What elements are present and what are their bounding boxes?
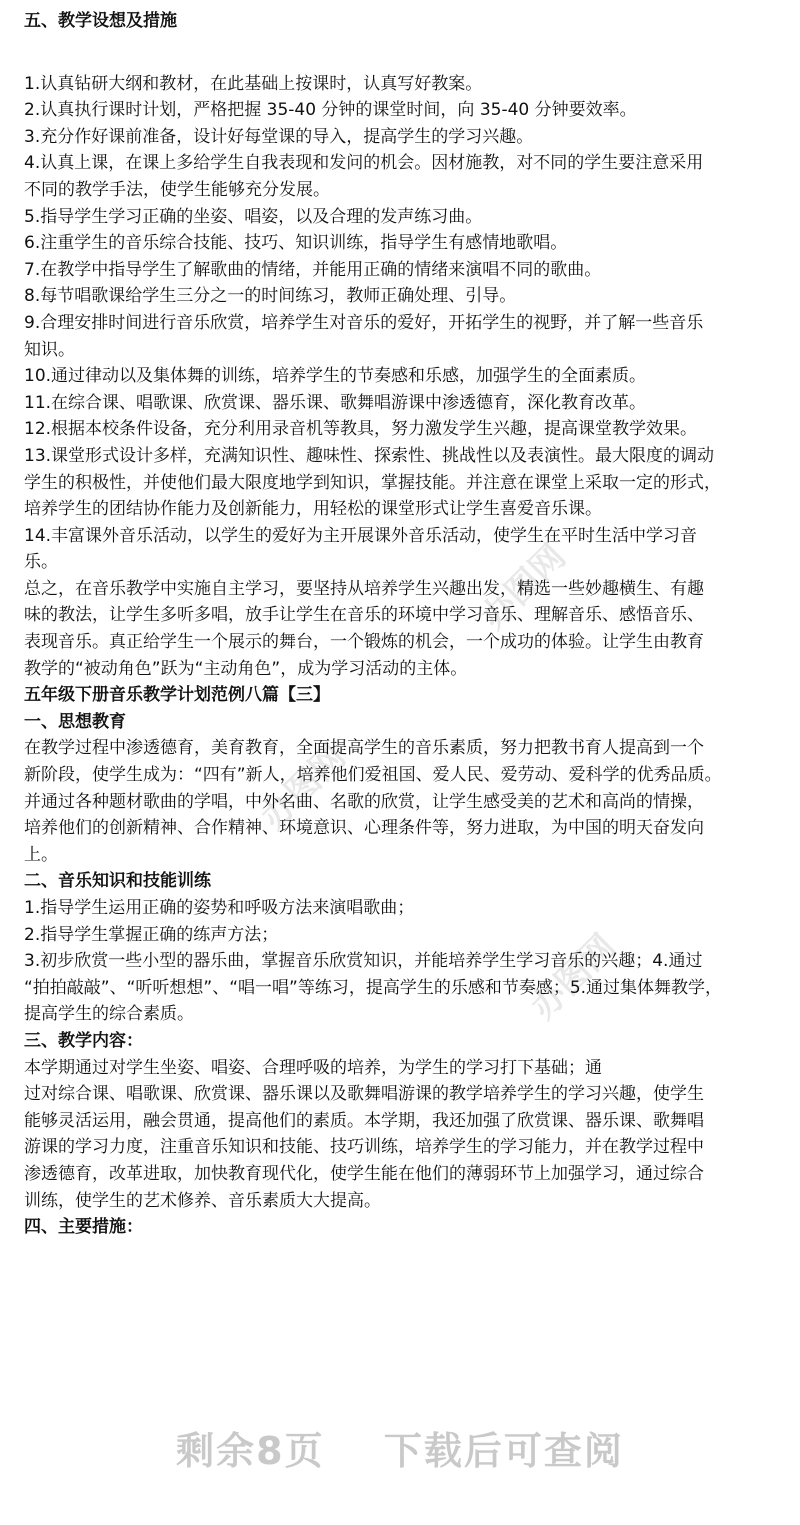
text-line: 渗透德育，改革进取，加快教育现代化，使学生能在他们的薄弱环节上加强学习，通过综合 bbox=[24, 1163, 704, 1184]
download-footer bbox=[0, 1420, 800, 1475]
text-line: 13.课堂形式设计多样，充满知识性、趣味性、探索性、挑战性以及表演性。最大限度的调动 bbox=[24, 445, 715, 466]
text-line: “拍拍敲敲”、“听听想想”、“唱一唱”等练习，提高学生的乐感和节奏感；5.通过集体舞教学， bbox=[24, 977, 723, 998]
text-line: 8.每节唱歌课给学生三分之一的时间练习，教师正确处理、引导。 bbox=[24, 286, 517, 307]
text-line: 味的教法，让学生多听多唱，放手让学生在音乐的环境中学习音乐、理解音乐、感悟音乐、 bbox=[24, 605, 704, 626]
section1-lines bbox=[24, 735, 776, 868]
text-line: 5.指导学生学习正确的坐姿、唱姿，以及合理的发声练习曲。 bbox=[24, 206, 483, 227]
text-line: 上。 bbox=[24, 844, 58, 865]
text-line: 9.合理安排时间进行音乐欣赏，培养学生对音乐的爱好，开拓学生的视野，并了解一些音乐 bbox=[24, 312, 704, 333]
remaining-pages-label: 剩余8页 bbox=[176, 1429, 325, 1473]
text-line: 2.指导学生掌握正确的练声方法； bbox=[24, 924, 279, 945]
text-line: 过对综合课、唱歌课、欣赏课、器乐课以及歌舞唱游课的教学培养学生的学习兴趣，使学生 bbox=[24, 1084, 704, 1105]
text-line: 总之，在音乐教学中实施自主学习，要坚持从培养学生兴趣出发，精选一些妙趣横生、有趣 bbox=[24, 578, 704, 599]
text-line: 本学期通过对学生坐姿、唱姿、合理呼吸的培养，为学生的学习打下基础；通 bbox=[24, 1057, 602, 1078]
text-line: 11.在综合课、唱歌课、欣赏课、器乐课、歌舞唱游课中渗透德育，深化教育改革。 bbox=[24, 392, 647, 413]
text-line: 1.指导学生运用正确的姿势和呼吸方法来演唱歌曲； bbox=[24, 898, 415, 918]
text-line: 提高学生的综合素质。 bbox=[24, 1004, 194, 1025]
section1-heading: 一、思想教育 bbox=[24, 711, 126, 732]
text-line: 2.认真执行课时计划，严格把握 35-40 分钟的课堂时间，向 35-40 分钟要效率。 bbox=[24, 100, 637, 121]
section2-heading: 二、音乐知识和技能训练 bbox=[24, 871, 211, 892]
text-line: 培养他们的创新精神、合作精神、环境意识、心理条件等，努力进取，为中国的明天奋发向 bbox=[24, 818, 704, 839]
text-line: 10.通过律动以及集体舞的训练，培养学生的节奏感和乐感，加强学生的全面素质。 bbox=[24, 366, 647, 387]
text-line: 6.注重学生的音乐综合技能、技巧、知识训练，指导学生有感情地歌唱。 bbox=[24, 233, 568, 254]
section5-items bbox=[24, 71, 776, 683]
section3-lines bbox=[24, 1055, 776, 1215]
text-line: 游课的学习力度，注重音乐知识和技能、技巧训练，培养学生的学习能力，并在教学过程中 bbox=[24, 1137, 704, 1158]
section3-heading: 三、教学内容： bbox=[24, 1030, 143, 1051]
document-body bbox=[24, 0, 776, 1241]
text-line: 7.在教学中指导学生了解歌曲的情绪，并能用正确的情绪来演唱不同的歌曲。 bbox=[24, 259, 602, 280]
text-line: 不同的教学手法，使学生能够充分发展。 bbox=[24, 179, 330, 200]
text-line: 在教学过程中渗透德育，美育教育，全面提高学生的音乐素质，努力把教书育人提高到一个 bbox=[24, 738, 704, 759]
text-line: 乐。 bbox=[24, 552, 58, 573]
watermark: 办图网 bbox=[253, 736, 354, 838]
text-line: 14.丰富课外音乐活动，以学生的爱好为主开展课外音乐活动，使学生在平时生活中学习音 bbox=[24, 525, 698, 546]
text-line: 4.认真上课，在课上多给学生自我表现和发问的机会。因材施教，对不同的学生要注意采用 bbox=[24, 153, 704, 174]
section5-heading: 五、教学设想及措施 bbox=[24, 11, 177, 31]
text-line: 能够灵活运用，融会贯通，提高他们的素质。本学期，我还加强了欣赏课、器乐课、歌舞唱 bbox=[24, 1110, 704, 1131]
text-line: 新阶段，使学生成为：“四有”新人，培养他们爱祖国、爱人民、爱劳动、爱科学的优秀品质。 bbox=[24, 765, 722, 786]
text-line: 3.充分作好课前准备，设计好每堂课的导入，提高学生的学习兴趣。 bbox=[24, 126, 534, 147]
text-line: 培养学生的团结协作能力及创新能力，用轻松的课堂形式让学生喜爱音乐课。 bbox=[24, 499, 602, 520]
spacer bbox=[24, 35, 776, 71]
text-line: 训练，使学生的艺术修养、音乐素质大大提高。 bbox=[24, 1190, 381, 1211]
text-line: 学生的积极性，并使他们最大限度地学到知识，掌握技能。并注意在课堂上采取一定的形式， bbox=[24, 472, 721, 493]
text-line: 并通过各种题材歌曲的学唱，中外名曲、名歌的欣赏，让学生感受美的艺术和高尚的情操， bbox=[24, 791, 704, 812]
text-line: 3.初步欣赏一些小型的器乐曲，掌握音乐欣赏知识，并能培养学生学习音乐的兴趣；4.通过 bbox=[24, 951, 703, 972]
text-line: 表现音乐。真正给学生一个展示的舞台，一个锻炼的机会，一个成功的体验。让学生由教育 bbox=[24, 632, 704, 653]
text-line: 知识。 bbox=[24, 339, 75, 360]
text-line: 1.认真钻研大纲和教材，在此基础上按课时，认真写好教案。 bbox=[24, 73, 483, 94]
cut-off-line bbox=[24, 0, 776, 8]
watermark: 办图网 bbox=[523, 926, 624, 1028]
section2-lines bbox=[24, 895, 776, 1028]
watermark: 办图网 bbox=[473, 536, 574, 638]
part3-title: 五年级下册音乐教学计划范例八篇【三】 bbox=[24, 685, 330, 706]
section4-heading: 四、主要措施： bbox=[24, 1217, 143, 1238]
text-line: 12.根据本校条件设备，充分利用录音机等教具，努力激发学生兴趣，提高课堂教学效果。 bbox=[24, 419, 698, 440]
text-line: 教学的“被动角色”跃为“主动角色”，成为学习活动的主体。 bbox=[24, 658, 468, 679]
download-hint-label: 下载后可查阅 bbox=[383, 1429, 624, 1473]
